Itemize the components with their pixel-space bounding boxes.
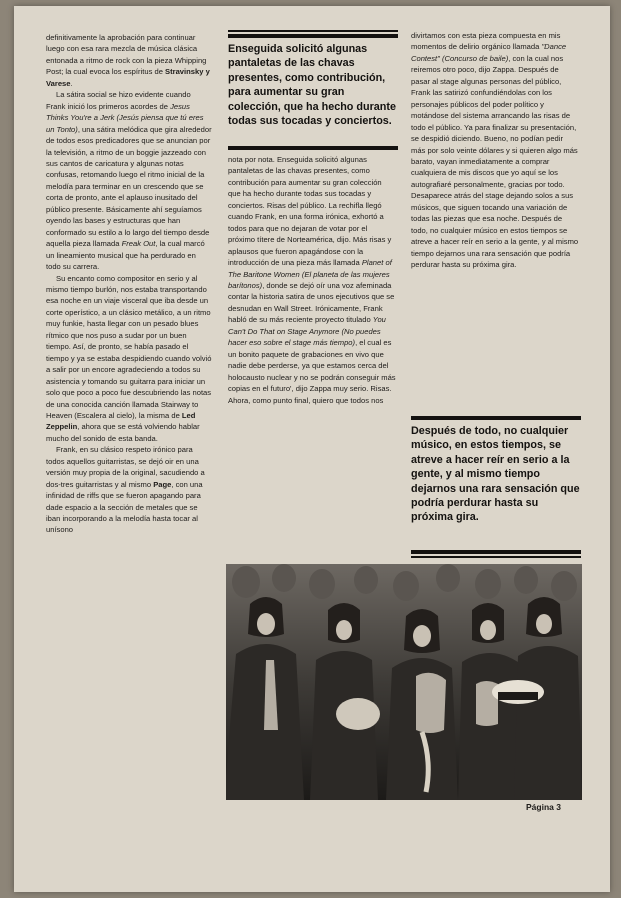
col1-paragraph-3 xyxy=(46,273,212,445)
col1-paragraph-4 xyxy=(46,444,212,536)
col2-em1: Planet of The Baritone Women (El planeta de las mujeres barítonos) xyxy=(228,258,392,290)
col1-p1-name2: Varese xyxy=(46,78,71,88)
col1-paragraph-2 xyxy=(46,89,212,272)
quote1-top-rule-thick xyxy=(228,34,398,38)
col3-paragraph xyxy=(411,30,579,271)
column-2 xyxy=(228,154,396,406)
col3-b: , con la cual nos reiremos otro poco, dijo Zappa. Después de pasar al stage algunas personas del público, Frank las satirizó confundiéndolas con los personajes públicos del poder político y motándose del sistema arrancando las risas de todo el público. Ya para finalizar su presentación, se despidió diciendo. Bueno, no podían pedir más por solo veinte dólares y si quieren algo más barato, vayan inmediatamente a comprar cualquiera de mis discos que yo aquí se los autografiaré personalmente, gracias por todo. Desaparece atrás del stage dejando solos a sus músicos, que siguen tocando una variación de todas las piezas que esa noche. Después de todo, no cualquier músico en estos tiempos se atreve a hacer reír en serio a la gente, y al mismo tiempo dejarnos una rara sensación que podría perdurar hasta su próxima gira. xyxy=(411,53,579,270)
col1-p1-end: . xyxy=(70,78,73,88)
col2-b: , donde se dejó oír una voz afeminada contar la historia satira de unos ejecutivos que se desnudan en Wall Street. Irónicamente, Frank habló de su más reciente proyecto titulado xyxy=(228,280,395,325)
quote2-top-rule xyxy=(411,416,581,420)
pull-quote-1: Enseguida solicitó algunas pantaletas de las chavas presentes, como contribución, para aumentar su gran colección, que ha hecho durante todas sus tocadas y conciertos. xyxy=(228,43,396,128)
col3-em1: "Dance Contest" (Concurso de baile) xyxy=(411,42,567,63)
col2-a: nota por nota. Enseguida solicitó algunas pantaletas de las chavas presentes, como contribución para aumentar su gran colección que ha hecho durante todas sus tocadas y conciertos. Risas del público. La rechifla llegó cuando Frank, en una forma irónica, exhortó a todos para que no dejaran de votar por el próximo títere de Norteamérica, dijo. Más risas y aplausos que fueron apagándose con la introducción de una pieza más llamada xyxy=(228,155,392,268)
col1-p3-b: , ahora que se está volviendo hablar mucho del sonido de esta banda. xyxy=(46,422,200,443)
col2-em2: You Can't Do That on Stage Anymore (No puedes hacer eso sobre el stage más tiempo) xyxy=(228,315,386,348)
concert-photo xyxy=(226,564,582,800)
col1-p1-text: definitivamente la aprobación para continuar luego con esa rara mezcla de música clásica entonada a ritmo de rock con la pieza Whipping Post; la cual evoca los espíritus de xyxy=(46,33,207,77)
col1-p1-name1: Stravinsky xyxy=(165,67,204,77)
col1-p4-a: Frank, en su clásico respeto irónico para todos aquellos guitarristas, se dejó oir en una versión muy propia de la original, sacudiendo a dos-tres guitarristas y al mismo xyxy=(46,445,205,489)
col1-p2-c: , la cual marcó un lineamiento musical que ha perdurado en todo su carrera. xyxy=(46,239,205,272)
col2-paragraph xyxy=(228,154,396,406)
col2-c: , el cual es un bonito paquete de grabaciones en vivo que nadie debe perderse, ya que estamos cerca del holocausto nuclear y no se podrán conseguir más copias en el futuro', dijo Zappa muy serio. Risas. Ahora, como punto final, quiero que todos nos xyxy=(228,338,396,405)
page-number: Página 3 xyxy=(526,802,561,812)
col1-paragraph-1 xyxy=(46,32,212,89)
quote2-bottom-rule xyxy=(411,550,581,554)
col1-p1-mid: y xyxy=(203,67,210,77)
quote1-bottom-rule xyxy=(228,146,398,150)
col1-p2-em1: Jesus Thinks You're a Jerk (Jesús piensa que tú eres un Tonto) xyxy=(46,101,204,134)
col1-p3-name: Led Zeppelin xyxy=(46,410,196,432)
col1-p3-a: Su encanto como compositor en serio y al mismo tiempo burlón, nos estaba transportando esa noche en un viaje visceral que iba desde un corte operístico, a un clásico metálico, a un ritmo muy funkie, hasta llegar con un pesado blues rítmico que nos puso a sudar por un buen tiempo. Así, de pronto, se había pasado el tiempo y ya se estaba despidiendo cuando volvió a salir por un encore agradeciendo a todos su asistencia y tomando su guitarra para iniciar un solo que poco a poco fue descubriendo las notas de una conocida canción llamada Stairway to Heaven (Escalera al cielo), la misma de xyxy=(46,273,212,420)
pull-quote-2: Después de todo, no cualquier músico, en estos tiempos, se atreve a hacer reír en serio a la gente, y al mismo tiempo dejarnos una rara sensación que podría perdurar hasta su próxima gira. xyxy=(411,425,580,524)
col1-p2-em2: Freak Out xyxy=(121,239,156,249)
quote1-top-rule xyxy=(228,30,398,32)
column-3 xyxy=(411,30,579,271)
col1-p2-a: La sátira social se hizo evidente cuando Frank inició los primeros acordes de xyxy=(46,90,191,111)
col3-a: divirtamos con esta pieza compuesta en mis momentos de delirio orgánico llamada xyxy=(411,31,561,52)
col1-p2-b: , una sátira melódica que gira alrededor de todos esos predicadores que se anuncian por la televisión, a ritmo de un boggie jazzeado con sus cantos de caricatura y algunas notas confusas, retomando luego el ritmo inicial de la melodía para terminar en un crescendo que se corta de pronto, ante el aplauso inusitado del público presente. Básicamente ahí seguíamos oyendo las bases y estructuras que han conformado su estilo a lo largo del tiempo desde aquella pieza llamada xyxy=(46,124,212,249)
crowd-photo-graphic xyxy=(226,564,582,800)
column-1 xyxy=(46,32,212,536)
magazine-page xyxy=(14,6,610,892)
col1-p4-name: Page xyxy=(153,479,172,489)
col1-p4-b: , con una infinidad de riffs que se fueron apagando para dade espacio a la sección de metales que se iban incorporando a la melodía hasta tocar al unísono xyxy=(46,479,203,535)
quote2-bottom-rule-thin xyxy=(411,556,581,558)
